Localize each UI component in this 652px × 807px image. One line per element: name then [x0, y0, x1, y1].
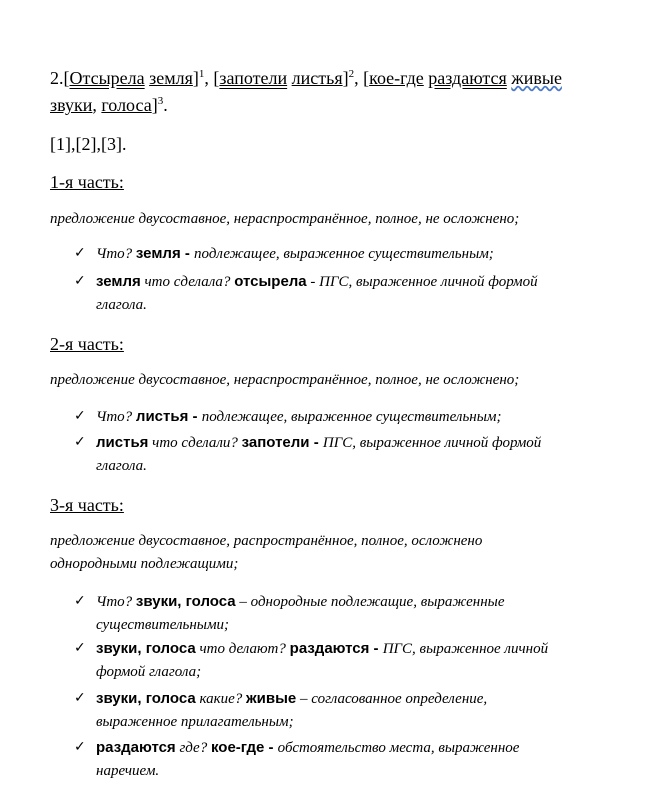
adverbial-word: кое-где — [369, 68, 424, 88]
bold-term: раздаются — [289, 640, 370, 657]
bold-term: земля — [135, 245, 181, 262]
subject-word: земля — [149, 68, 193, 88]
checkmark-icon: ✓ — [74, 640, 86, 656]
part-1-heading: 1-я часть: — [50, 172, 124, 192]
bold-term: листья — [135, 408, 189, 425]
part-3-intro-line-2: однородными подлежащими; — [50, 556, 239, 572]
checkmark-icon: ✓ — [74, 690, 86, 706]
bracket: [ — [363, 68, 370, 88]
bold-term: листья — [96, 434, 149, 451]
part-3-heading: 3-я часть: — [50, 495, 124, 515]
bold-term: запотели — [241, 434, 310, 451]
predicate-word: Отсырела — [69, 68, 145, 88]
checkmark-icon: ✓ — [74, 273, 86, 289]
sentence-line-1: 2.[Отсырела земля]$^1$, [запотели листья]$^2$, [кое-где раздаются живые — [50, 68, 562, 88]
bold-term: отсырела — [234, 273, 307, 290]
subject-word: звуки — [50, 95, 93, 115]
predicate-word: раздаются — [428, 68, 507, 88]
sentence-number: 2. — [50, 68, 64, 88]
bold-term: звуки, голоса — [96, 640, 196, 657]
subject-word: листья — [291, 68, 343, 88]
bracket: [ — [213, 68, 220, 88]
sentence-line-2: звуки, голоса]$^3$. — [50, 95, 168, 115]
checkmark-icon: ✓ — [74, 408, 86, 424]
superscript: 1 — [198, 68, 205, 80]
checkmark-icon: ✓ — [74, 593, 86, 609]
predicate-word: запотели — [219, 68, 288, 88]
bracket: ] — [192, 68, 199, 88]
bracket: ] — [151, 95, 158, 115]
part-2-heading: 2-я часть: — [50, 334, 124, 354]
bracket: [ — [63, 68, 70, 88]
bold-term: звуки, голоса — [96, 690, 196, 707]
checkmark-icon: ✓ — [74, 245, 86, 261]
sentence-scheme: [1],[2],[3]. — [50, 134, 127, 154]
checkmark-icon: ✓ — [74, 434, 86, 450]
bold-term: кое-где — [210, 739, 265, 756]
bold-term: раздаются — [96, 739, 176, 756]
bold-term: земля — [96, 273, 141, 290]
superscript: 3 — [157, 95, 164, 107]
subject-word: голоса — [101, 95, 152, 115]
bracket: ] — [342, 68, 349, 88]
superscript: 2 — [348, 68, 355, 80]
part-1-intro: предложение двусоставное, нераспространённое, полное, не осложнено; — [50, 211, 520, 227]
part-2-intro: предложение двусоставное, нераспространённое, полное, не осложнено; — [50, 372, 520, 388]
attribute-word: живые — [511, 68, 562, 88]
bold-term: живые — [246, 690, 297, 707]
document-page: 2.[Отсырела земля]$^1$, [запотели листья]$^2$, [кое-где раздаются живые звуки, голоса]$^3$. [1],[2],[3]. 1-я часть: предложение двусоставное, нераспространённое, полное, не осложнено; ✓ Что? земля - подлежащее, выраженное существительным; ✓ земля что сделала? отсырела - ПГС, выраженное личной формой глагола. 2-я часть: предложение двусоставное, нераспространённое, полное, не осложнено; ✓ Что? листья - подлежащее, выраженное существительным; ✓ листья что сделали? запотели - ПГС, выраженное личной формой глагола. 3-я часть: предложение двусоставное, распространённое, полное, осложнено однородными подлежащими; ✓ Что? звуки, голоса – однородные подлежащие, выраженные существительными; ✓ звуки, голоса что делают? раздаются - ПГС, выраженное личной формой глагола; ✓ звуки, голоса какие? живые – согласованное определение, выраженное прилагательным; ✓ раздаются где? кое-где - обстоятельство места, выраженное наречием. — [50, 68, 562, 779]
checkmark-icon: ✓ — [74, 739, 86, 755]
bold-term: звуки, голоса — [135, 593, 236, 610]
part-3-intro-line-1: предложение двусоставное, распространённое, полное, осложнено — [50, 533, 483, 549]
